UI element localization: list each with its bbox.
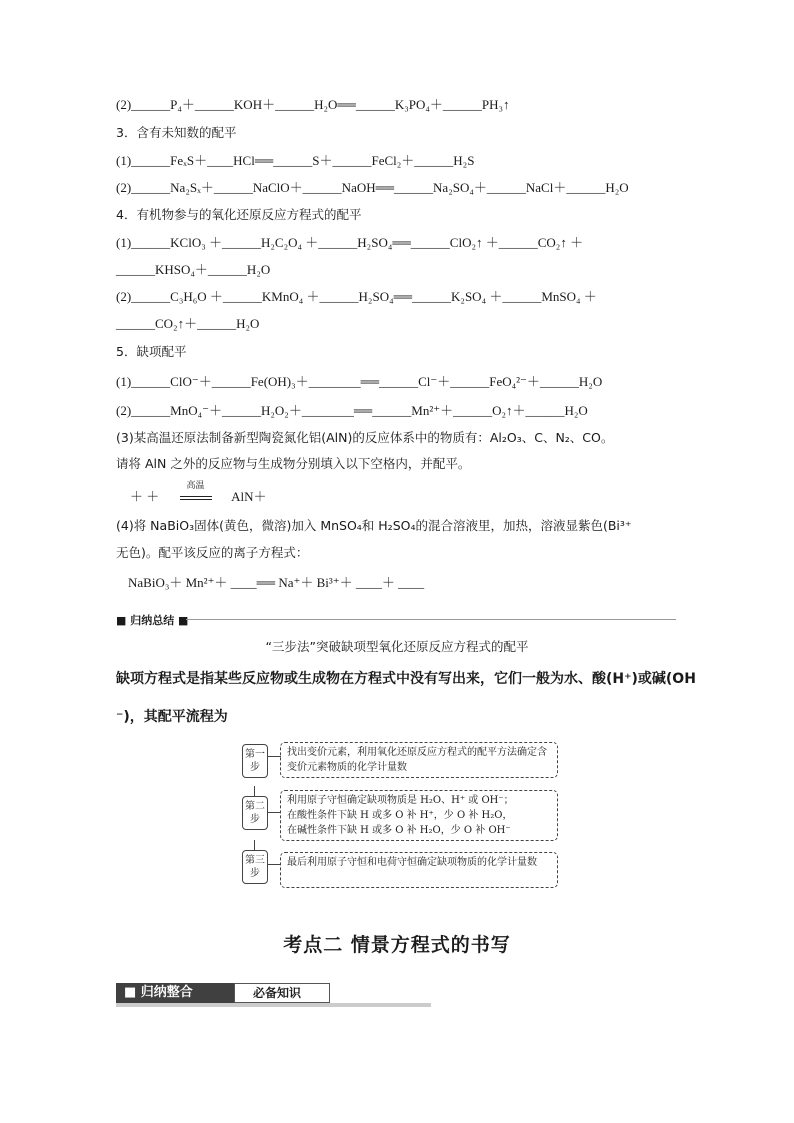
step-1-label: 第一步 [242,744,268,778]
question-5-3b: 请将 AlN 之外的反应物与生成物分别填入以下空格内，并配平。 [116,456,471,471]
eq-line-4-1b: ______KHSO₄＋______H₂O [116,262,271,277]
condition-label: 高温 [186,480,205,490]
eq-line-4-1a: (1)______KClO₃ ＋______H₂C₂O₄ ＋______H₂SO₄══______ClO₂↑ ＋______CO₂↑ ＋ [116,235,584,250]
summary-title: “三步法”突破缺项型氧化还原反应方程式的配平 [265,639,529,654]
double-bar [180,496,212,500]
product-aln: AlN＋ [231,489,267,504]
high-temp-condition [177,480,215,506]
question-5-4a: (4)将 NaBiO₃固体(黄色，微溶)加入 MnSO₄和 H₂SO₄的混合溶液里，加热，溶液显紫色(Bi³⁺ [116,518,632,533]
section-header-bar [116,983,431,1007]
question-5-3a: (3)某高温还原法制备新型陶瓷氮化铝(AlN)的反应体系中的物质有：Al₂O₃、C、N₂、CO。 [116,430,614,445]
divider-rule [186,619,676,620]
connector-3 [267,864,281,865]
summary-divider [116,612,676,626]
eq-plus-signs: ＋ ＋ [130,489,160,504]
summary-paragraph-2: ⁻)，其配平流程为 [116,709,228,725]
summary-tag: ■ 归纳总结 ■ [116,612,192,628]
eq-line-5-1: (1)______ClO⁻＋______Fe(OH)₃＋________══______Cl⁻＋______FeO₄²⁻＋______H₂O [116,374,603,389]
question-5-4b: 无色)。配平该反应的离子方程式： [116,545,309,560]
heading-4: 4．有机物参与的氧化还原反应方程式的配平 [116,207,362,222]
summary-paragraph-1: 缺项方程式是指某些反应物或生成物在方程式中没有写出来，它们一般为水、酸(H⁺)或碱(OH [116,671,696,687]
heading-3: 3．含有未知数的配平 [116,125,237,140]
heading-5: 5．缺项配平 [116,344,187,359]
step-2-box [280,790,558,841]
eq-line-4-2a: (2)______C₃H₆O ＋______KMnO₄ ＋______H₂SO₄══______K₂SO₄ ＋______MnSO₄ ＋ [116,289,597,304]
eq-line-5-2: (2)______MnO₄⁻＋______H₂O₂＋________══______Mn²⁺＋______O₂↑＋______H₂O [116,403,588,418]
eq-line-5-4: NaBiO₃＋ Mn²⁺＋ ____══ Na⁺＋ Bi³⁺＋ ____＋ ____ [128,575,425,590]
eq-line-2: (2)______P₄＋______KOH＋______H₂O══______K₃PO₄＋______PH₃↑ [116,97,510,112]
eq-line-3-2: (2)______Na₂Sₓ＋______NaClO＋______NaOH══______Na₂SO₄＋______NaCl＋______H₂O [116,180,629,195]
step-3-label: 第三步 [242,850,268,884]
eq-line-4-2b: ______CO₂↑＋______H₂O [116,316,260,331]
arrow-2 [254,840,255,850]
connector-1 [267,756,281,757]
three-step-flowchart [242,740,548,896]
step-2-line-2: 在酸性条件下缺 H 或多 O 补 H⁺，少 O 补 H₂O， [287,810,513,821]
step-2-label: 第二步 [242,796,268,830]
arrow-1 [254,786,255,796]
step-2-line-3: 在碱性条件下缺 H 或多 O 补 H₂O，少 O 补 OH⁻ [287,825,511,836]
step-3-box: 最后利用原子守恒和电荷守恒确定缺项物质的化学计量数 [280,852,558,888]
section-title: 考点二 情景方程式的书写 [283,934,511,956]
bar-label-light: 必备知识 [234,983,330,1003]
bar-label-dark: ■ 归纳整合 [116,983,234,1003]
eq-line-5-3 [130,480,267,506]
step-1-box: 找出变价元素，利用氧化还原反应方程式的配平方法确定含变价元素物质的化学计量数 [280,742,558,778]
step-2-line-1: 利用原子守恒确定缺项物质是 H₂O、H⁺ 或 OH⁻； [287,795,514,806]
eq-line-3-1: (1)______FeₓS＋____HCl══______S＋______FeCl₂＋______H₂S [116,153,475,168]
connector-2 [267,812,281,813]
bar-shadow [116,1003,431,1007]
